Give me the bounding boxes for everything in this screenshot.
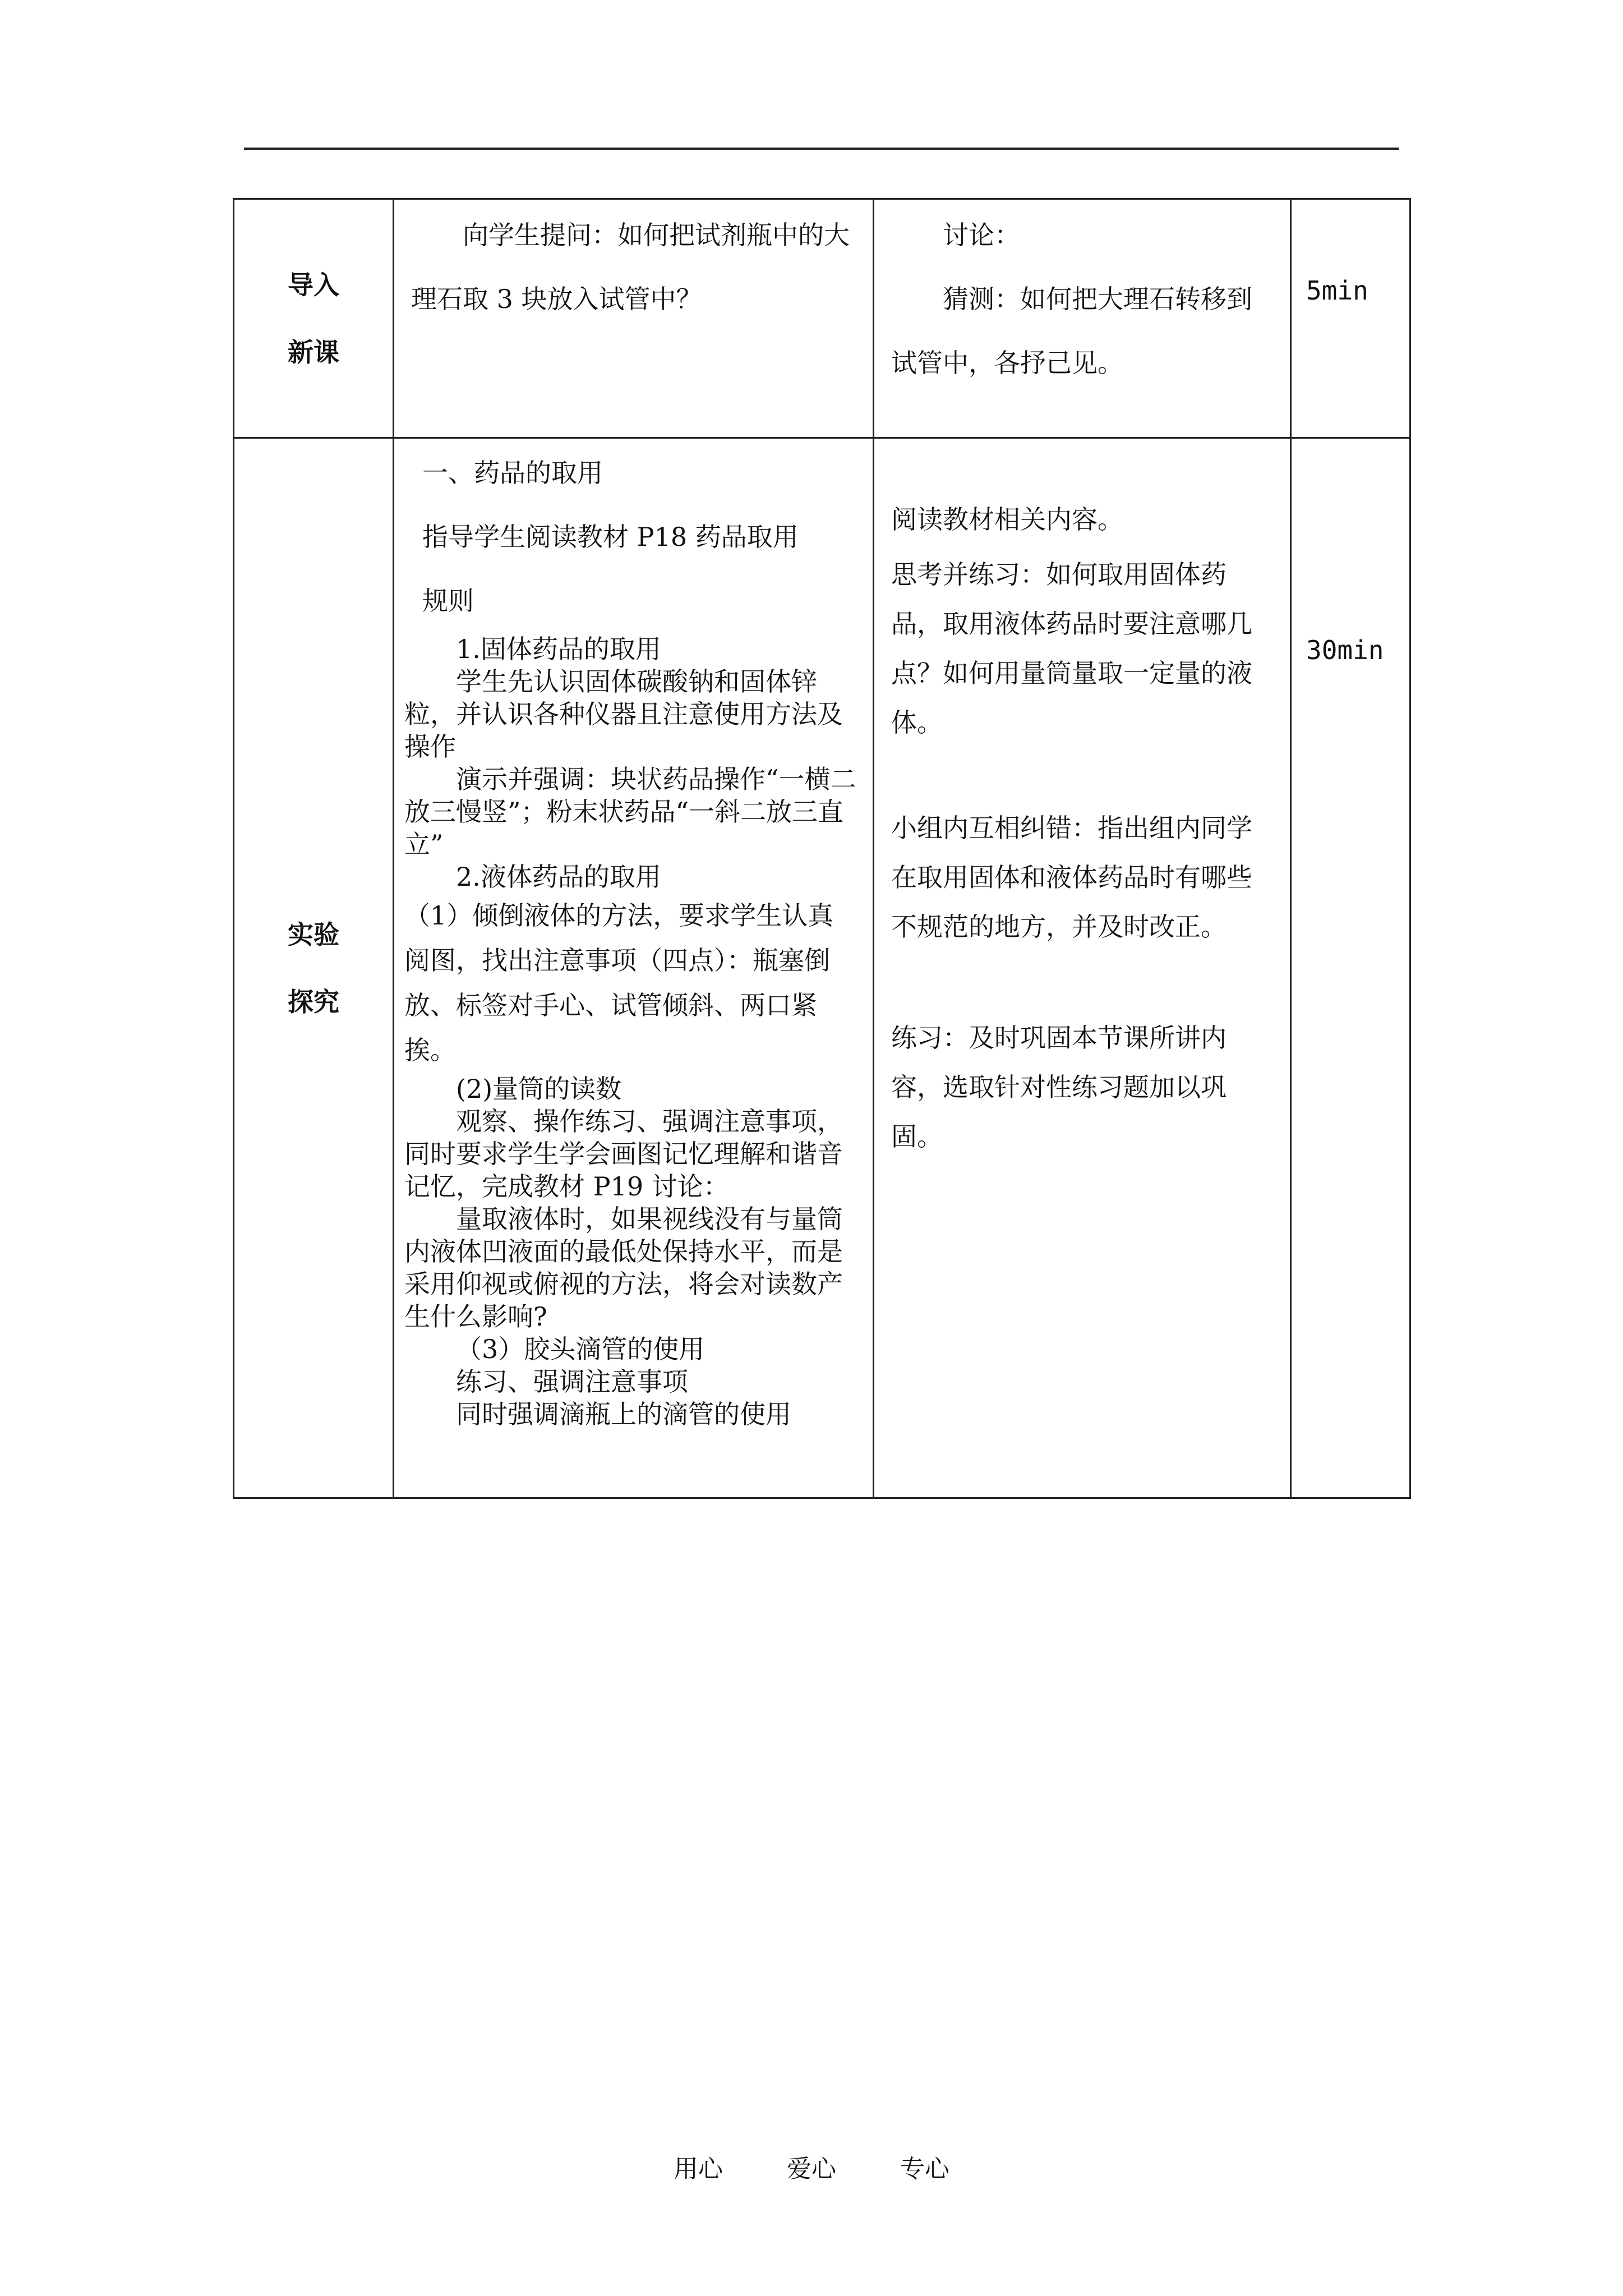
- teacher-text: 规则: [422, 586, 474, 616]
- teacher-text: （1）倾倒液体的方法，要求学生认真阅图，找出注意事项（四点）：瓶塞倒放、标签对手心、试管倾斜、两口紧挨。: [404, 900, 834, 1065]
- teacher-text: 向学生提问：如何把试剂瓶中的大理石取 3 块放入试管中？: [411, 220, 850, 314]
- row-label-line: 导入: [288, 269, 339, 300]
- teacher-text: 同时强调滴瓶上的滴管的使用: [456, 1399, 791, 1429]
- teacher-activity-experiment: [394, 438, 874, 1498]
- student-activity-intro: [874, 199, 1291, 438]
- teacher-text: 演示并强调：块状药品操作“一横二放三慢竖”；粉末状药品“一斜二放三直立”: [404, 764, 856, 859]
- row-label-intro: [234, 199, 394, 438]
- teacher-text: 2.液体药品的取用: [456, 862, 661, 892]
- student-text: 讨论：: [943, 220, 1020, 250]
- student-text: 小组内互相纠错：指出组内同学在取用固体和液体药品时有哪些不规范的地方，并及时改正。: [891, 813, 1252, 942]
- page-footer: [0, 2148, 1623, 2184]
- table-row-intro: [234, 199, 1410, 438]
- teacher-text: (2)量筒的读数: [456, 1074, 622, 1104]
- row-label-line: 新课: [288, 337, 339, 367]
- teacher-text: 一、药品的取用: [422, 458, 603, 488]
- row-label-line: 探究: [288, 986, 339, 1017]
- row-label-experiment: [234, 438, 394, 1498]
- row-label-line: 实验: [288, 919, 339, 950]
- footer-motto: 爱心: [787, 2155, 836, 2183]
- footer-motto: 用心: [674, 2155, 723, 2183]
- teacher-text: （3）胶头滴管的使用: [456, 1334, 705, 1364]
- time-experiment: [1291, 438, 1410, 1498]
- teacher-text: 指导学生阅读教材 P18 药品取用: [422, 522, 799, 552]
- teacher-text: 练习、强调注意事项: [456, 1366, 688, 1397]
- teacher-text: 观察、操作练习、强调注意事项，同时要求学生学会画图记忆理解和谐音记忆，完成教材 P19 讨论：: [404, 1106, 843, 1202]
- time-text: 30min: [1306, 635, 1384, 665]
- student-text: 猜测：如何把大理石转移到试管中，各抒己见。: [891, 284, 1252, 378]
- student-text: 练习：及时巩固本节课所讲内容，选取针对性练习题加以巩固。: [891, 1023, 1227, 1152]
- student-activity-experiment: [874, 438, 1291, 1498]
- teacher-text: 量取液体时，如果视线没有与量筒内液体凹液面的最低处保持水平，而是采用仰视或俯视的方法，将会对读数产生什么影响?: [404, 1204, 843, 1332]
- footer-motto: 专心: [900, 2155, 949, 2183]
- teacher-text: 学生先认识固体碳酸钠和固体锌粒，并认识各种仪器且注意使用方法及操作: [404, 666, 843, 762]
- header-rule: [244, 148, 1399, 150]
- time-text: 5min: [1306, 275, 1368, 306]
- student-text: 阅读教材相关内容。: [891, 504, 1123, 535]
- student-text: 思考并练习：如何取用固体药品，取用液体药品时要注意哪几点？如何用量筒量取一定量的液体。: [891, 559, 1252, 738]
- lesson-plan-table: [233, 198, 1411, 1499]
- time-intro: [1291, 199, 1410, 438]
- table-row-experiment: [234, 438, 1410, 1498]
- teacher-activity-intro: [394, 199, 874, 438]
- teacher-text: 1.固体药品的取用: [456, 634, 661, 664]
